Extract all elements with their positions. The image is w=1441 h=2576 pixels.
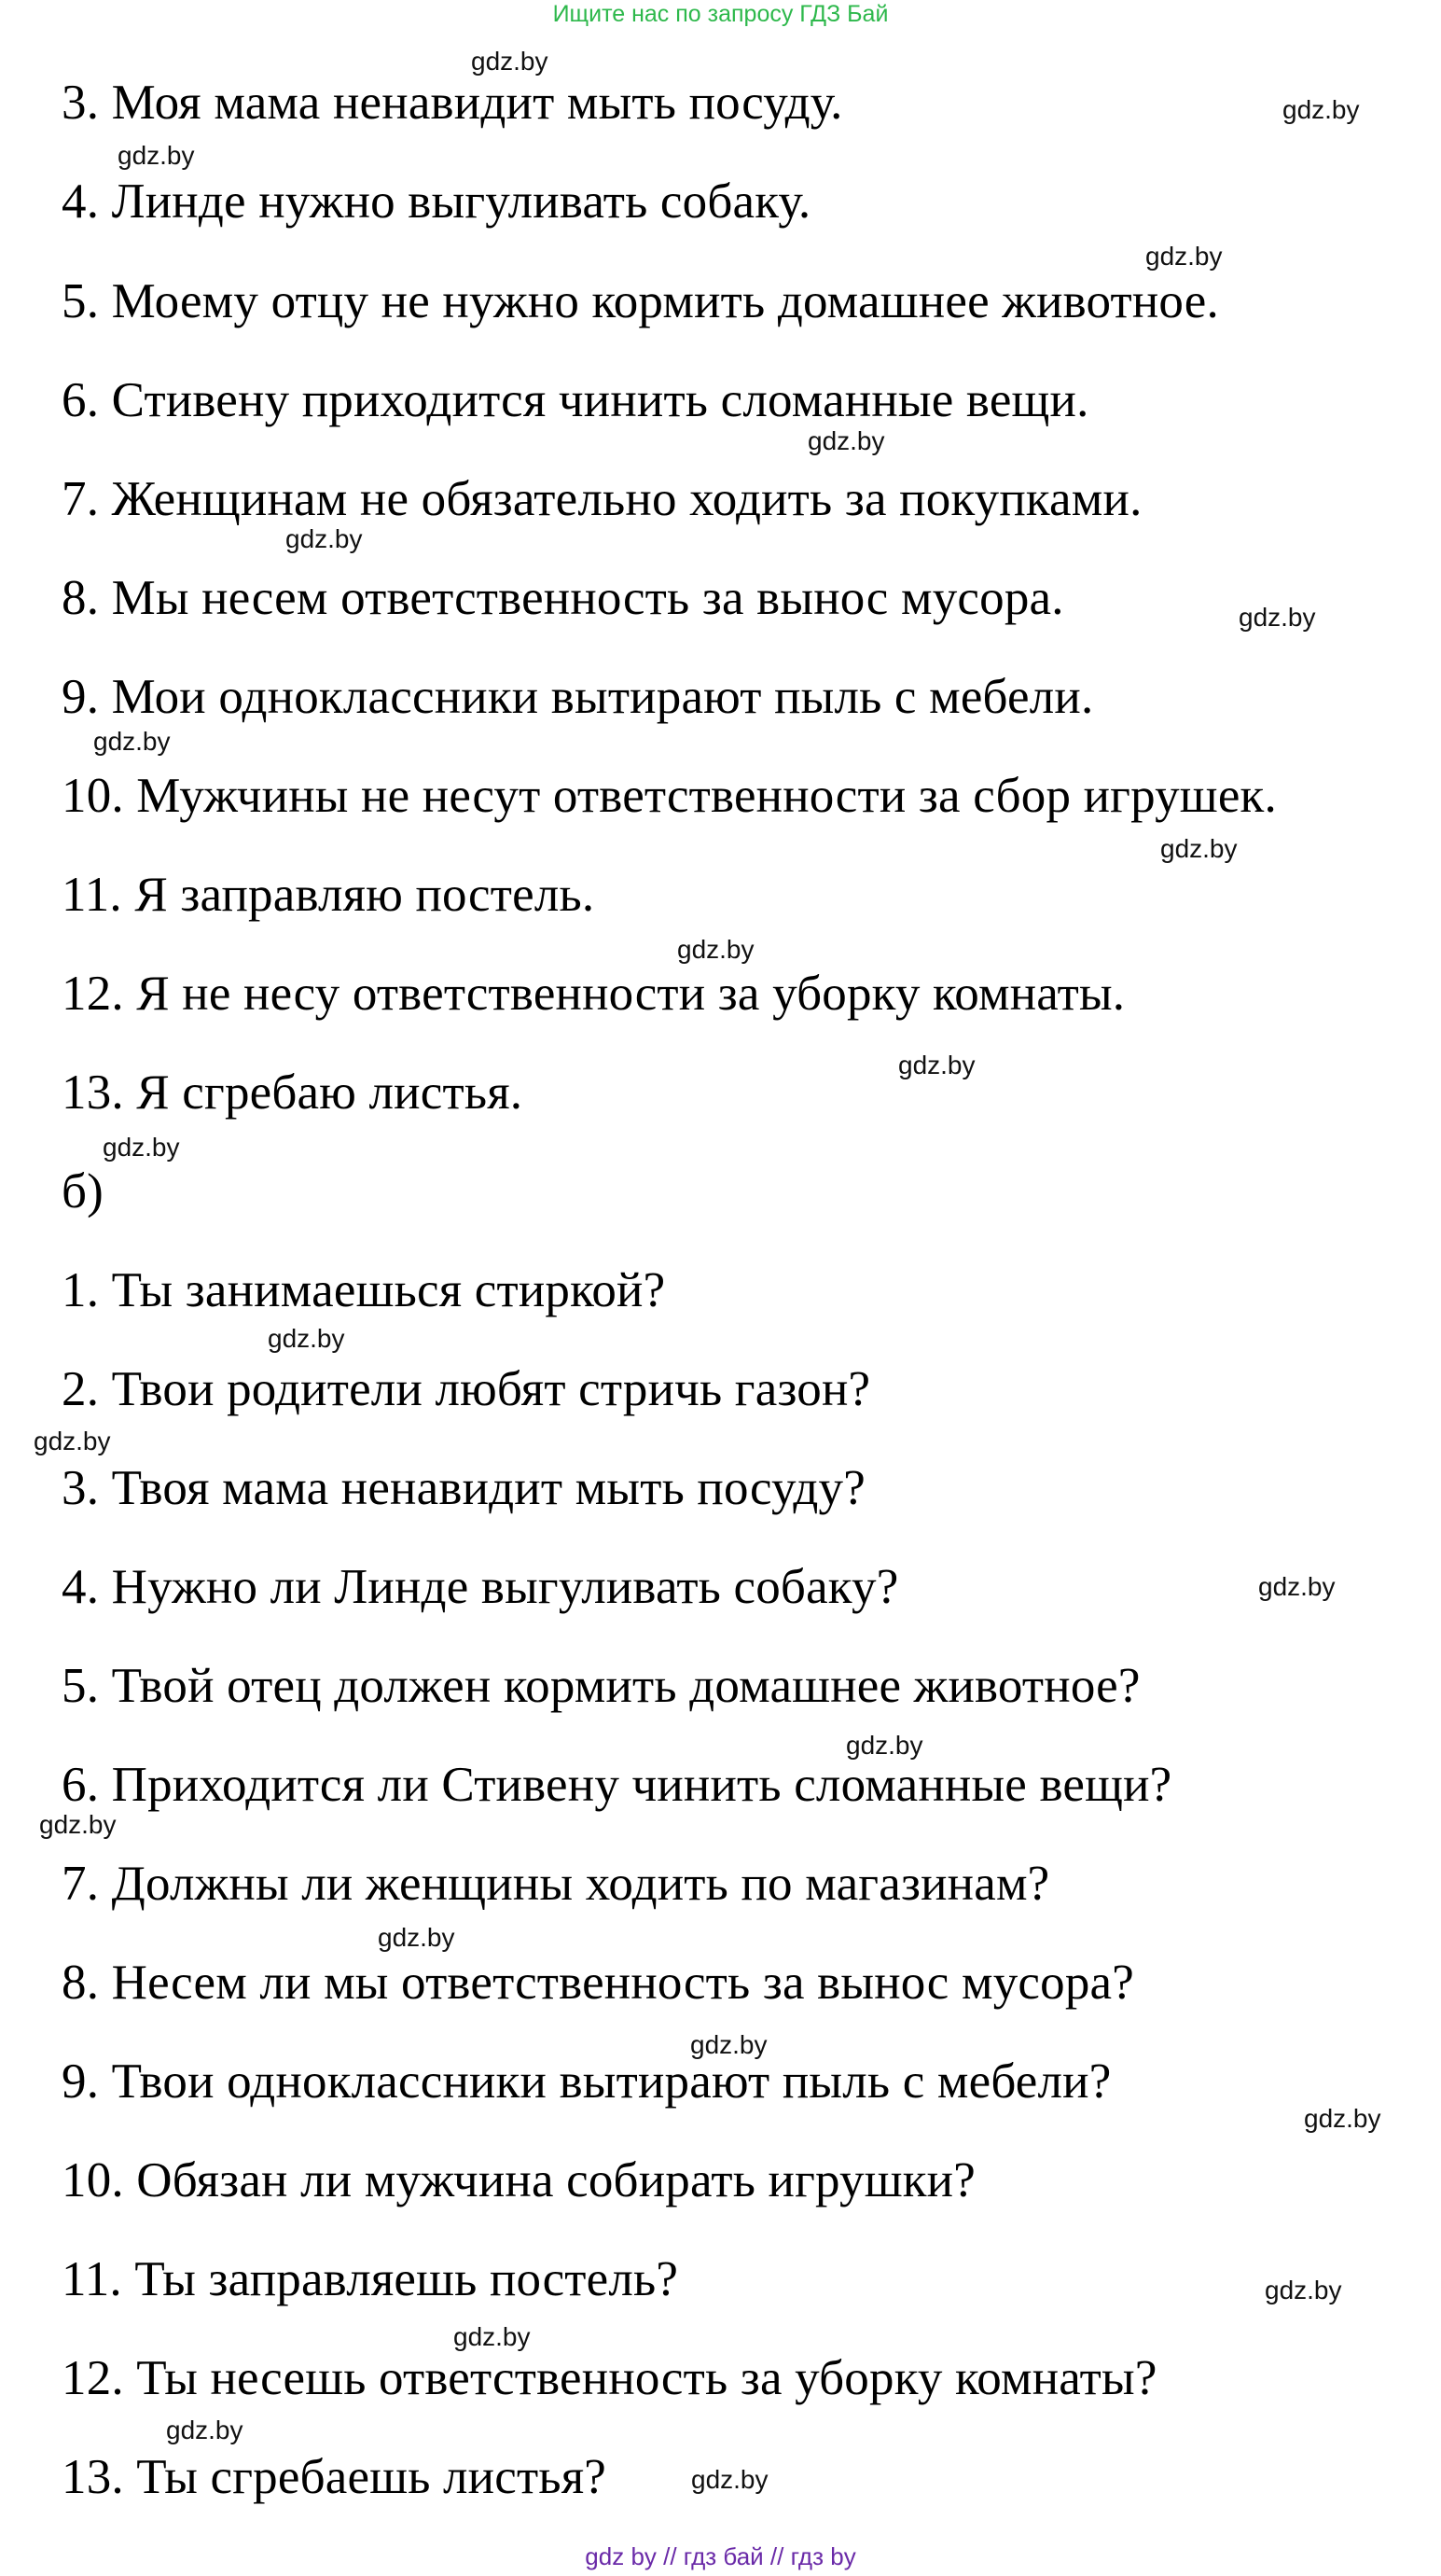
answer-b-8: 8. Несем ли мы ответственность за вынос мусора? — [62, 1956, 1134, 2010]
watermark: gdz.by — [471, 47, 548, 76]
answer-b-4: 4. Нужно ли Линде выгуливать собаку? — [62, 1560, 899, 1614]
watermark: gdz.by — [268, 1324, 345, 1353]
footer-links: gdz by // гдз бай // гдз by — [585, 2542, 856, 2570]
answer-a-4: 4. Линде нужно выгуливать собаку. — [62, 174, 811, 229]
watermark: gdz.by — [103, 1133, 180, 1162]
watermark: gdz.by — [1160, 834, 1238, 863]
answer-a-8: 8. Мы несем ответственность за вынос мусора. — [62, 571, 1064, 625]
watermark: gdz.by — [1258, 1572, 1336, 1601]
answer-b-3: 3. Твоя мама ненавидит мыть посуду? — [62, 1461, 866, 1515]
answer-b-13: 13. Ты сгребаешь листья? — [62, 2450, 606, 2504]
answer-b-10: 10. Обязан ли мужчина собирать игрушки? — [62, 2153, 976, 2207]
watermark: gdz.by — [1265, 2276, 1342, 2304]
answer-a-13: 13. Я сгребаю листья. — [62, 1065, 523, 1120]
watermark: gdz.by — [898, 1051, 976, 1079]
watermark: gdz.by — [166, 2416, 243, 2444]
watermark: gdz.by — [285, 524, 363, 553]
watermark: gdz.by — [808, 426, 885, 455]
watermark: gdz.by — [118, 141, 195, 170]
answer-a-10: 10. Мужчины не несут ответственности за сбор игрушек. — [62, 769, 1277, 823]
answer-b-2: 2. Твои родители любят стричь газон? — [62, 1362, 871, 1416]
watermark: gdz.by — [1239, 603, 1316, 632]
answer-a-7: 7. Женщинам не обязательно ходить за покупками. — [62, 472, 1143, 526]
watermark: gdz.by — [1145, 242, 1223, 271]
answer-a-6: 6. Стивену приходится чинить сломанные вещи. — [62, 373, 1089, 427]
answer-b-6: 6. Приходится ли Стивену чинить сломанные вещи? — [62, 1758, 1172, 1812]
answer-b-1: 1. Ты занимаешься стиркой? — [62, 1263, 666, 1317]
watermark: gdz.by — [1304, 2104, 1381, 2133]
top-banner: Ищите нас по запросу ГДЗ Бай — [552, 1, 889, 27]
section-b-heading: б) — [62, 1164, 104, 1218]
answer-a-9: 9. Мои одноклассники вытирают пыль с мебели. — [62, 670, 1094, 724]
watermark: gdz.by — [1282, 95, 1360, 124]
watermark: gdz.by — [453, 2322, 531, 2351]
watermark: gdz.by — [378, 1923, 455, 1952]
watermark: gdz.by — [846, 1731, 923, 1760]
watermark: gdz.by — [691, 2465, 769, 2494]
answer-a-3: 3. Моя мама ненавидит мыть посуду. — [62, 76, 843, 130]
answer-b-7: 7. Должны ли женщины ходить по магазинам? — [62, 1857, 1050, 1911]
answer-a-5: 5. Моему отцу не нужно кормить домашнее животное. — [62, 274, 1219, 328]
watermark: gdz.by — [39, 1810, 117, 1839]
watermark: gdz.by — [93, 727, 171, 756]
watermark: gdz.by — [677, 935, 755, 964]
answer-b-9: 9. Твои одноклассники вытирают пыль с мебели? — [62, 2054, 1112, 2109]
answer-b-12: 12. Ты несешь ответственность за уборку комнаты? — [62, 2351, 1157, 2405]
watermark: gdz.by — [690, 2030, 768, 2059]
answer-b-11: 11. Ты заправляешь постель? — [62, 2252, 679, 2306]
watermark: gdz.by — [34, 1427, 111, 1455]
answer-b-5: 5. Твой отец должен кормить домашнее животное? — [62, 1659, 1141, 1713]
answer-a-11: 11. Я заправляю постель. — [62, 868, 595, 922]
answer-a-12: 12. Я не несу ответственности за уборку комнаты. — [62, 967, 1126, 1021]
